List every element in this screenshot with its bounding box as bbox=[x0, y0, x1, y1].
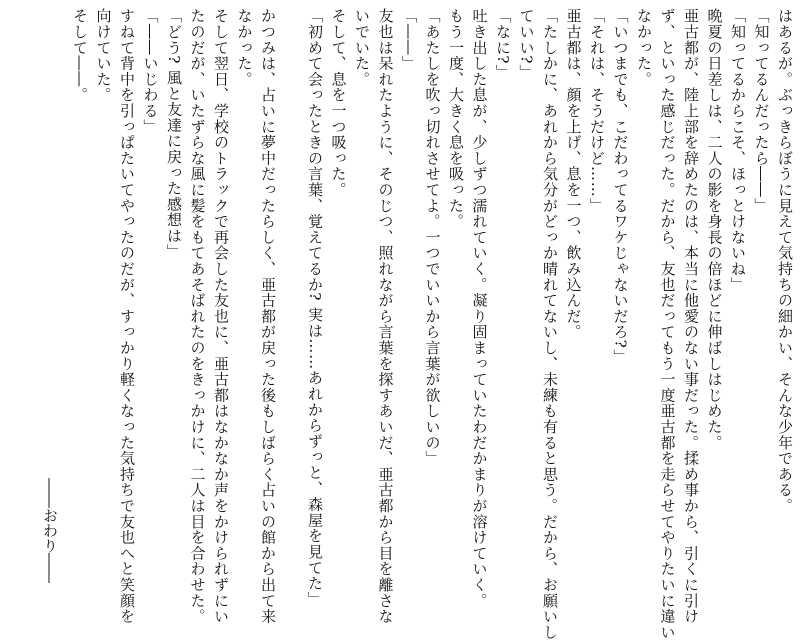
text-line: そして、息を一つ吸った。 bbox=[329, 8, 348, 198]
text-line: 「それは、そうだけど……」 bbox=[588, 8, 606, 214]
text-line: 友也は呆れたように、そのじつ、照れながら言葉を探すあいだ、亜古都から目を離さな bbox=[376, 8, 395, 625]
text-line: 「たしかに、あれから気分がどっか晴れてないし、未練も有ると思う。だから、お願いし bbox=[541, 8, 559, 640]
text-line: ず、といった感じだった。だから、友也だってもう一度亜古都を走らせてやりたいに違い bbox=[658, 8, 677, 640]
text-line: 亜古都は、顔を上げ、息を一つ、飲み込んだ。 bbox=[564, 8, 583, 340]
text-line: 「知ってるからこそ、ほっとけないね」 bbox=[729, 8, 747, 293]
text-line: 「あたしを吹っ切れさせてよ。一つでいいから言葉が欲しいの」 bbox=[423, 8, 442, 467]
text-line: 「――いじわる」 bbox=[141, 8, 160, 135]
text-line: もう一度、大きく息を吸った。 bbox=[447, 8, 465, 230]
ending-mark: ――おわり―― bbox=[41, 478, 59, 583]
text-line: そして翌日、学校のトラックで再会した友也に、亜古都はなかなか声をかけられずにい bbox=[212, 8, 230, 625]
text-line: 「どう? 風と友達に戻った感想は」 bbox=[165, 8, 183, 260]
text-line: 「知ってるんだったら――」 bbox=[752, 8, 771, 214]
text-line: 「初めて会ったときの言葉、覚えてるか? 実は……あれからずっと、森屋を見てた」 bbox=[306, 8, 324, 608]
text-line: 「なに?」 bbox=[494, 8, 512, 81]
text-line: すねて背中を引っぱたいてやったのだが、すっかり軽くなった気持ちで友也へと笑顔を bbox=[118, 8, 136, 625]
text-line: たのだが、いたずらな風に髪をもてあそばれたのをきっかけに、二人は目を合わせた。 bbox=[188, 8, 207, 625]
text-line: 晩夏の日差しは、二人の影を身長の倍ほどに伸ばしはじめた。 bbox=[705, 8, 724, 451]
text-line: 吐き出した息が、少しずつ濡れていく。凝り固まっていたわだかまりが溶けていく。 bbox=[470, 8, 489, 609]
text-line: なかった。 bbox=[635, 8, 653, 87]
text-line: いでいた。 bbox=[353, 8, 371, 87]
vertical-text-body bbox=[68, 8, 797, 640]
text-line: 亜古都が、陸上部を辞めたのは、本当に他愛のない事だった。揉め事から、引くに引け bbox=[682, 8, 700, 625]
text-line: はあるが。ぶっきらぼうに見えて気持ちの細かい、そんな少年である。 bbox=[776, 8, 794, 514]
text-line: 「いつまでも、こだわってるワケじゃないだろ?」 bbox=[611, 8, 630, 365]
blank-line bbox=[279, 8, 303, 588]
text-line: ていい?」 bbox=[517, 8, 536, 81]
text-line: なかった。 bbox=[235, 8, 254, 87]
text-line: 「――」 bbox=[400, 8, 418, 72]
text-line: かつみは、占いに夢中だったらしく、亜古都が戻った後もしばらく占いの館から出て来 bbox=[259, 8, 277, 625]
text-line: 向けていた。 bbox=[94, 8, 113, 103]
text-line: そして――。 bbox=[71, 8, 89, 103]
